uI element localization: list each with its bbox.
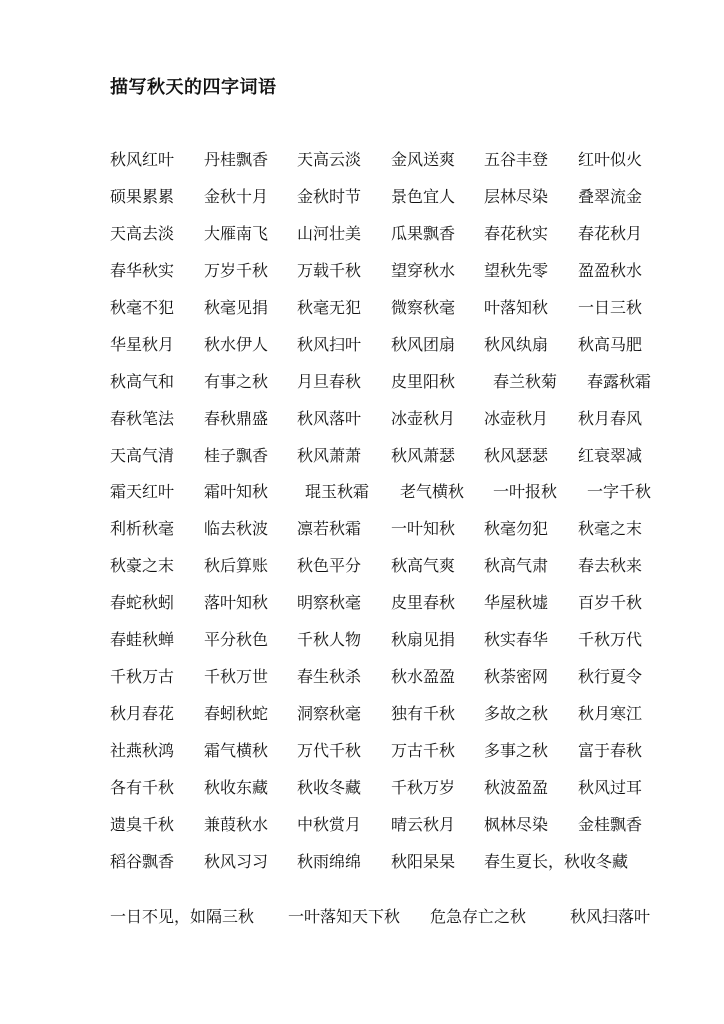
word-cell: 金秋时节 [297,186,362,206]
word-row [110,259,690,296]
word-cell: 春露秋霜 [587,371,652,391]
word-cell: 秋水伊人 [204,334,269,354]
word-cell: 霜叶知秋 [204,482,269,502]
word-cell: 千秋人物 [297,630,362,650]
word-cell: 春秋鼎盛 [204,408,269,428]
word-cell: 月旦春秋 [297,371,362,391]
word-cell: 天高气清 [110,445,175,465]
word-cell: 百岁千秋 [578,593,643,613]
word-cell: 景色宜人 [391,186,456,206]
word-cell: 秋收东藏 [204,777,269,797]
word-row [110,296,690,333]
word-cell: 千秋万世 [204,667,269,687]
word-cell: 秋毫无犯 [297,297,362,317]
word-cell: 桂子飘香 [204,445,269,465]
word-cell: 一叶报秋 [493,482,558,502]
word-cell: 丹桂飘香 [204,150,269,169]
word-cell: 洞察秋毫 [297,704,362,724]
word-cell: 万岁千秋 [204,260,269,280]
word-cell: 秋高气爽 [391,556,456,576]
word-cell: 秋毫之末 [578,519,643,539]
word-cell: 秋高马肥 [578,334,643,354]
word-cell: 春去秋来 [578,556,643,576]
word-row [110,813,690,850]
word-cell: 独有千秋 [391,704,456,724]
word-cell: 秋实春华 [484,630,549,650]
word-cell: 枫林尽染 [484,814,549,834]
word-cell: 兼葭秋水 [204,814,269,834]
word-cell: 多事之秋 [484,741,549,760]
word-cell: 秋色平分 [297,556,362,576]
word-cell: 秋风萧瑟 [391,445,456,465]
word-cell: 五谷丰登 [484,150,549,169]
word-row [110,628,690,665]
word-cell: 春蛇秋蚓 [110,593,175,613]
word-cell: 华屋秋墟 [484,593,549,613]
word-cell: 春花秋实 [484,223,549,243]
word-cell: 千秋万岁 [391,777,456,797]
word-cell: 层林尽染 [484,186,549,206]
word-cell: 富于春秋 [578,741,643,760]
word-cell: 秋水盈盈 [391,667,456,687]
word-cell: 金风送爽 [391,150,456,169]
word-cell: 秋高气肃 [484,556,549,576]
phrase-row [110,905,690,929]
word-cell: 秋行夏令 [578,667,643,687]
word-cell: 多故之秋 [484,704,549,724]
word-cell: 皮里春秋 [391,593,456,613]
word-cell: 秋月寒江 [578,704,643,724]
word-row [110,370,690,407]
word-cell: 一字千秋 [587,482,652,502]
word-cell: 春生秋杀 [297,667,362,687]
phrase-cell: 一叶落知天下秋 [288,907,401,926]
word-cell: 山河壮美 [297,223,362,243]
word-row [110,333,690,370]
word-row [110,776,690,813]
word-row [110,517,690,554]
word-row [110,739,690,776]
word-cell: 秋风扫叶 [297,334,362,354]
word-cell: 冰壶秋月 [484,408,549,428]
word-cell: 万古千秋 [391,741,456,760]
word-cell: 皮里阳秋 [391,371,456,391]
word-cell: 秋风团扇 [391,334,456,354]
word-cell: 琨玉秋霜 [305,482,370,502]
word-cell: 秋毫见捐 [204,297,269,317]
word-cell: 叠翠流金 [578,186,643,206]
phrase-cell: 一日不见，如隔三秋 [110,907,255,926]
word-row [110,222,690,259]
word-cell: 千秋万古 [110,667,175,687]
word-cell: 落叶知秋 [204,593,269,613]
phrase-cell: 危急存亡之秋 [430,907,527,926]
word-cell: 秋风习习 [204,851,269,871]
word-cell: 遗臭千秋 [110,814,175,834]
word-cell: 硕果累累 [110,186,175,206]
word-cell: 春华秋实 [110,260,175,280]
word-grid [110,148,690,887]
word-cell: 微察秋毫 [391,297,456,317]
word-cell: 秋收冬藏 [297,777,362,797]
word-cell: 临去秋波 [204,519,269,539]
word-cell: 老气横秋 [400,482,465,502]
word-row [110,407,690,444]
word-cell: 一日三秋 [578,297,643,317]
word-cell: 秋风落叶 [297,408,362,428]
word-cell: 凛若秋霜 [297,519,362,539]
word-cell: 稻谷飘香 [110,851,175,871]
word-cell: 秋风萧萧 [297,445,362,465]
word-cell: 叶落知秋 [484,297,549,317]
word-cell: 中秋赏月 [297,814,362,834]
word-cell: 一叶知秋 [391,519,456,539]
word-cell: 秋风红叶 [110,150,175,169]
word-cell: 华星秋月 [110,334,175,354]
word-cell: 春蛙秋蝉 [110,630,175,650]
word-cell: 千秋万代 [578,630,643,650]
word-row [110,148,690,185]
word-cell: 秋风纨扇 [484,334,549,354]
word-cell: 天高去淡 [110,223,175,243]
word-cell: 晴云秋月 [391,814,456,834]
word-cell: 秋雨绵绵 [297,851,362,871]
word-cell: 秋波盈盈 [484,777,549,797]
word-cell: 平分秋色 [204,630,269,650]
word-cell: 秋后算账 [204,556,269,576]
word-cell: 春秋笔法 [110,408,175,428]
word-cell: 秋扇见捐 [391,630,456,650]
word-cell: 红叶似火 [578,150,643,169]
word-cell: 社燕秋鸿 [110,741,175,760]
word-cell: 秋月春风 [578,408,643,428]
word-cell: 秋高气和 [110,371,175,391]
word-cell: 望秋先零 [484,260,549,280]
word-cell: 有事之秋 [204,371,269,391]
word-cell: 万代千秋 [297,741,362,760]
word-cell: 秋荼密网 [484,667,549,687]
word-row [110,665,690,702]
word-cell: 霜气横秋 [204,741,269,760]
word-row [110,480,690,517]
word-cell: 秋毫不犯 [110,297,175,317]
word-row [110,444,690,481]
word-cell: 各有千秋 [110,777,175,797]
word-cell: 秋毫勿犯 [484,519,549,539]
word-cell: 红衰翠减 [578,445,643,465]
word-cell: 春兰秋菊 [493,371,558,391]
word-cell: 大雁南飞 [204,223,269,243]
word-cell: 金秋十月 [204,186,269,206]
word-cell: 明察秋毫 [297,593,362,613]
word-cell: 瓜果飘香 [391,223,456,243]
word-cell: 春生夏长，秋收冬藏 [484,851,629,871]
word-cell: 秋豪之末 [110,556,175,576]
word-cell: 秋月春花 [110,704,175,724]
word-cell: 霜天红叶 [110,482,175,502]
word-row [110,591,690,628]
word-cell: 秋阳杲杲 [391,851,456,871]
word-cell: 金桂飘香 [578,814,643,834]
word-cell: 秋风瑟瑟 [484,445,549,465]
word-cell: 冰壶秋月 [391,408,456,428]
word-row [110,554,690,591]
word-cell: 盈盈秋水 [578,260,643,280]
word-cell: 万载千秋 [297,260,362,280]
word-cell: 天高云淡 [297,150,362,169]
word-cell: 秋风过耳 [578,777,643,797]
page-title: 描写秋天的四字词语 [110,77,277,98]
word-cell: 望穿秋水 [391,260,456,280]
word-row [110,850,690,887]
word-row [110,185,690,222]
word-cell: 利析秋毫 [110,519,175,539]
word-row [110,702,690,739]
word-cell: 春花秋月 [578,223,643,243]
word-cell: 春蚓秋蛇 [204,704,269,724]
phrase-cell: 秋风扫落叶 [570,907,651,926]
